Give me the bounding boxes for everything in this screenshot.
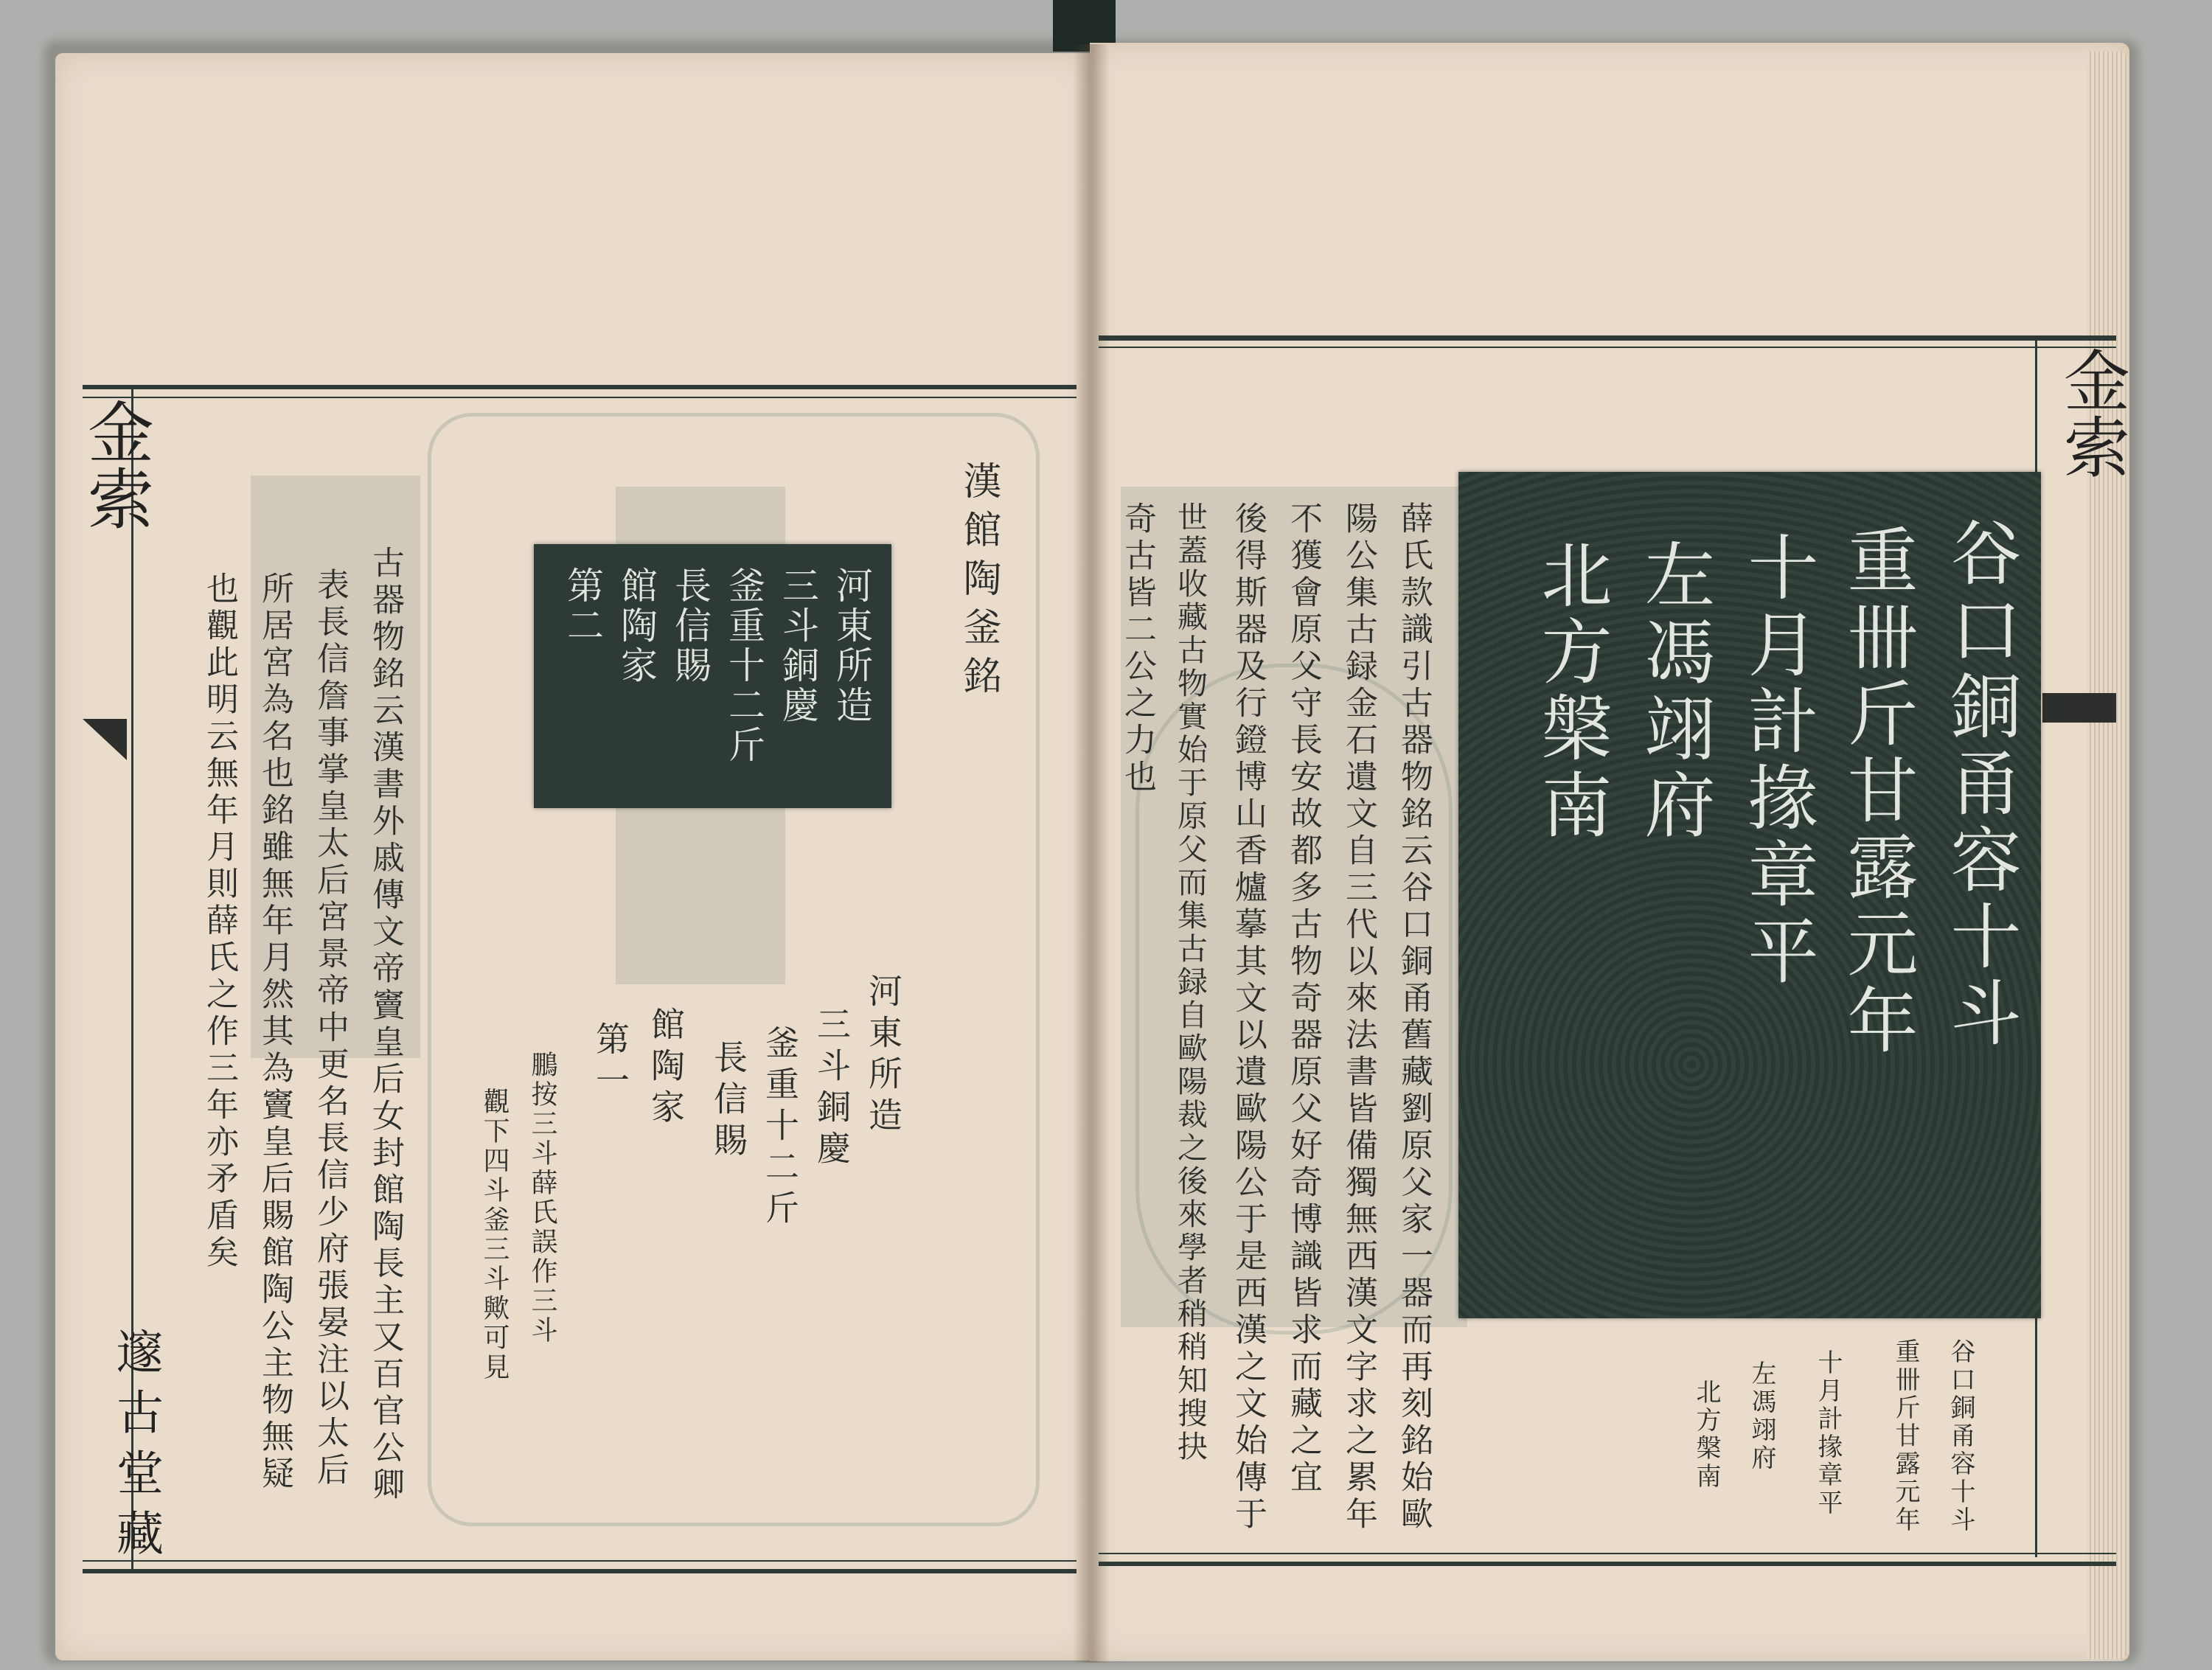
- left-frame-top-inner: [83, 397, 1077, 398]
- rubbing-line: 長信賜: [669, 566, 712, 686]
- commentary-line: 所居宮為名也銘雖無年月然其為竇皇后賜館陶公主物無疑: [256, 571, 293, 1493]
- left-frame-bottom: [83, 1569, 1077, 1573]
- left-frame-bottom-inner: [83, 1560, 1077, 1562]
- rubbing-line: 左馮翊府: [1633, 538, 1716, 845]
- left-frame-top: [83, 385, 1077, 389]
- commentary-line: 古器物銘云漢書外戚傳文帝竇皇后女封館陶長主又百官公卿: [366, 546, 404, 1504]
- fishtail-mark-right: [2042, 693, 2116, 723]
- book-gutter: [1073, 44, 1110, 1663]
- commentary-line: 表長信詹事掌皇太后宮景帝中更名長信少府張晏注以太后: [311, 568, 349, 1489]
- transcription-line: 谷口銅甬容十斗: [1946, 1338, 1975, 1534]
- commentary-line: 後得斯器及行鐙博山香爐摹其文以遺歐陽公于是西漢之文始傳于: [1229, 501, 1267, 1534]
- inscription-title: 漢館陶釜銘: [956, 461, 1001, 704]
- editor-note: 鵬按三斗薛氏誤作三斗: [527, 1051, 557, 1346]
- transcription-line: 左馮翊府: [1747, 1360, 1776, 1472]
- right-frame-top-inner: [1099, 347, 2116, 348]
- transcription-line: 河東所造: [863, 973, 903, 1138]
- rubbing-line: 十月計掾章平: [1736, 531, 1819, 991]
- page-edges: [2087, 52, 2127, 1659]
- rubbing-line: 河東所造: [830, 566, 873, 726]
- rubbing-line: 館陶家: [615, 566, 658, 686]
- transcription-line: 長信賜: [709, 1040, 748, 1163]
- right-frame-bottom: [1099, 1562, 2116, 1566]
- rubbing-line: 釜重十二斤: [723, 566, 765, 765]
- rubbing-gukou-vessel: [1458, 472, 2041, 1318]
- transcription-line: 館陶家: [646, 1006, 686, 1130]
- rubbing-line: 北方槃南: [1530, 538, 1613, 845]
- transcription-line: 十月計掾章平: [1813, 1349, 1843, 1517]
- rubbing-line: 重卌斤甘露元年: [1836, 523, 1919, 1060]
- commentary-line: 奇古皆二公之力也: [1119, 501, 1156, 796]
- rubbing-line: 第二: [561, 566, 604, 646]
- rubbing-line: 三斗銅慶: [776, 566, 819, 726]
- editor-note: 觀下四斗釜三斗歟可見: [479, 1088, 509, 1382]
- transcription-line: 三斗銅慶: [812, 1006, 852, 1172]
- commentary-line: 不獲會原父守長安故都多古物奇器原父好奇博識皆求而藏之宜: [1284, 501, 1322, 1497]
- side-title-right: 金索: [2052, 347, 2129, 479]
- rubbing-guantao-cauldron: [534, 544, 891, 808]
- commentary-line: 也觀此明云無年月則薛氏之作三年亦矛盾矣: [201, 571, 238, 1272]
- commentary-line: 世蓋收藏古物實始于原父而集古録自歐陽裁之後來學者稍稍知搜抉: [1172, 501, 1208, 1464]
- rubbing-line: 谷口銅甬容十斗: [1939, 516, 2022, 1053]
- transcription-line: 北方槃南: [1691, 1379, 1721, 1491]
- right-frame-bottom-inner: [1099, 1553, 2116, 1554]
- transcription-line: 重卌斤甘露元年: [1891, 1338, 1920, 1534]
- right-frame-top: [1099, 335, 2116, 341]
- commentary-line: 陽公集古録金石遺文自三代以來法書皆備獨無西漢文字求之累年: [1340, 501, 1377, 1534]
- side-title-left: 金索: [76, 398, 153, 531]
- transcription-line: 第一: [591, 1021, 630, 1104]
- commentary-line: 薛氏款識引古器物銘云谷口銅甬舊藏劉原父家一器而再刻銘始歐: [1395, 501, 1433, 1534]
- transcription-line: 釜重十二斤: [760, 1025, 800, 1231]
- publisher-mark: 邃古堂藏: [108, 1327, 163, 1569]
